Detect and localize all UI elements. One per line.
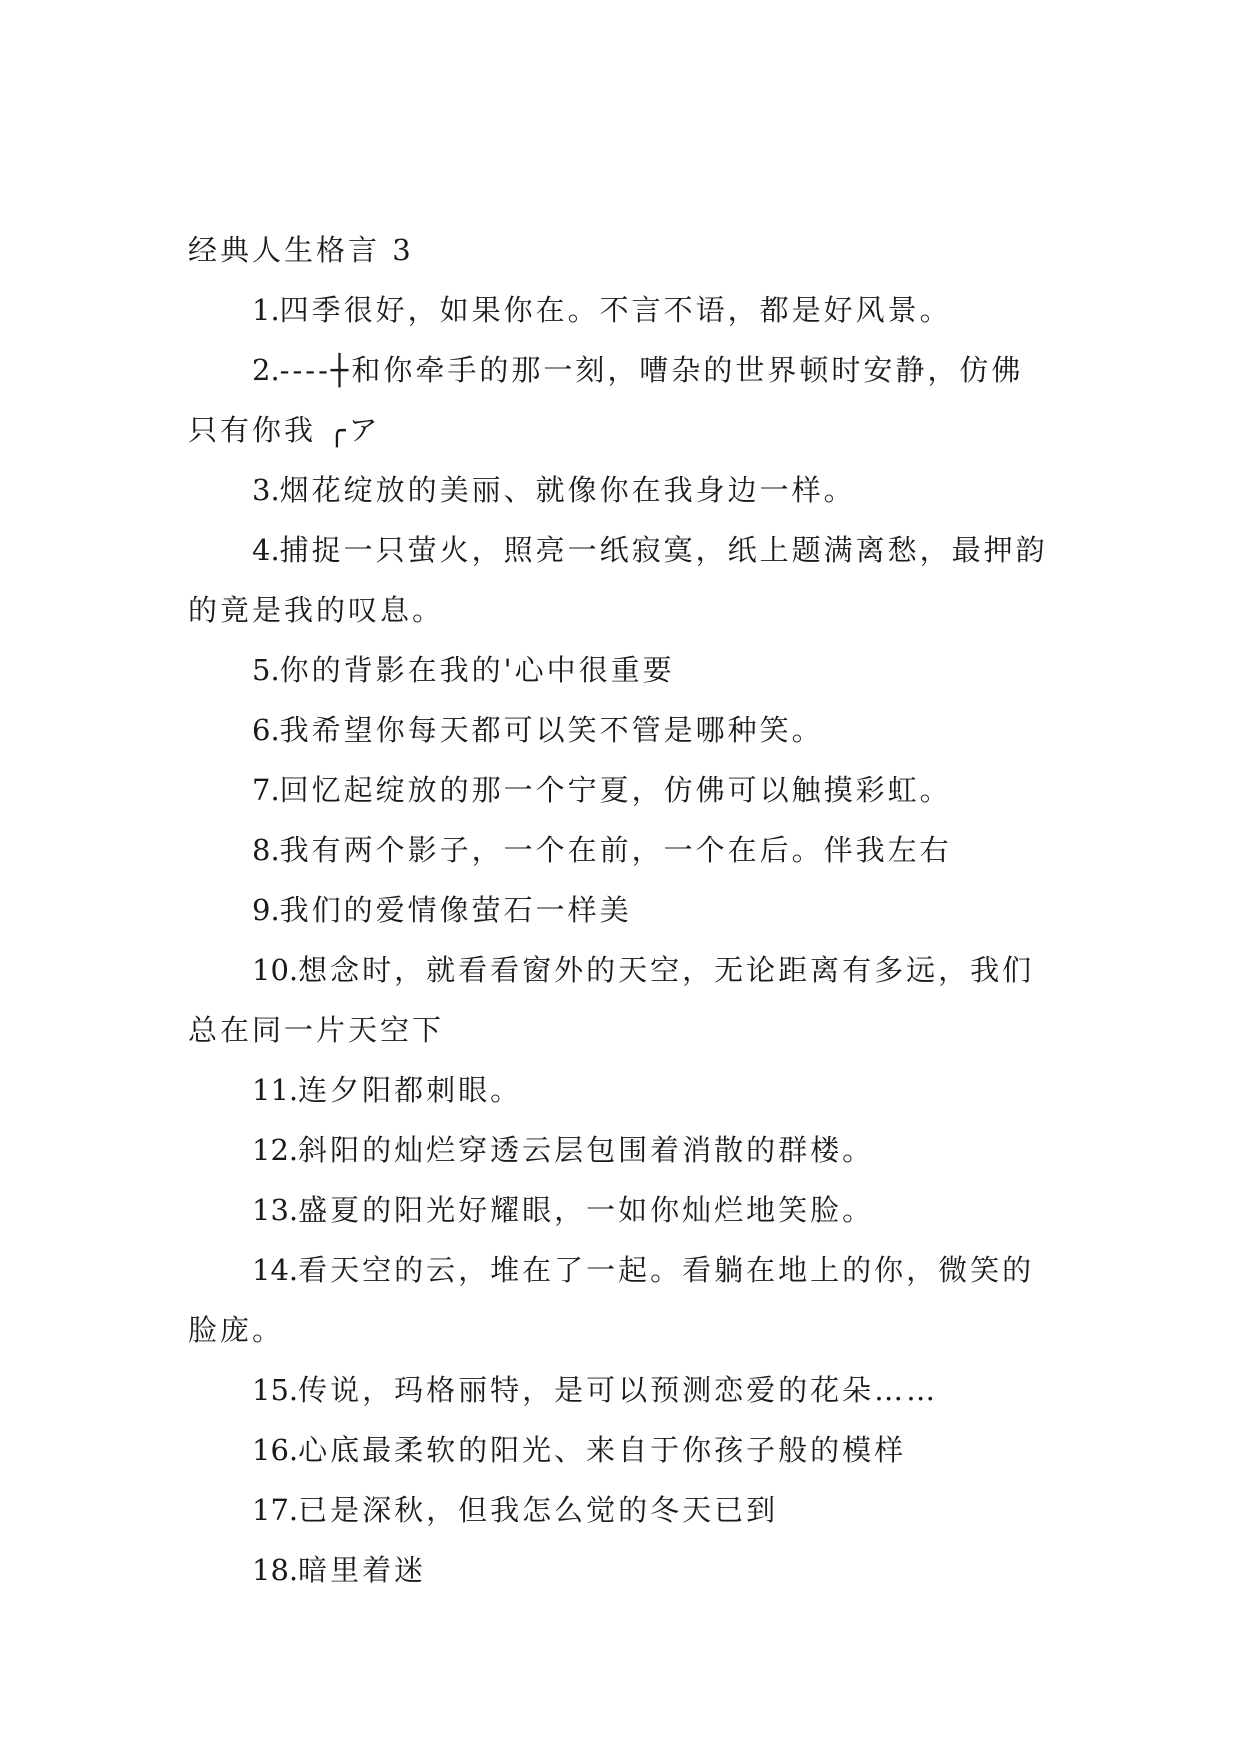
list-item: 2.----┼和你牵手的那一刻，嘈杂的世界顿时安静，仿佛只有你我 ╭ア bbox=[188, 353, 1024, 447]
list-item: 11.连夕阳都刺眼。 bbox=[252, 1073, 523, 1107]
page-title: 经典人生格言 3 bbox=[188, 233, 414, 267]
list-item: 17.已是深秋，但我怎么觉的冬天已到 bbox=[252, 1493, 779, 1527]
list-item: 14.看天空的云，堆在了一起。看躺在地上的你，微笑的脸庞。 bbox=[188, 1253, 1035, 1347]
document-body bbox=[188, 220, 1052, 1600]
list-item: 4.捕捉一只萤火，照亮一纸寂寞，纸上题满离愁，最押韵的竟是我的叹息。 bbox=[188, 533, 1048, 627]
list-item: 9.我们的爱情像萤石一样美 bbox=[252, 893, 632, 927]
list-item: 13.盛夏的阳光好耀眼，一如你灿烂地笑脸。 bbox=[252, 1193, 875, 1227]
list-item: 3.烟花绽放的美丽、就像你在我身边一样。 bbox=[252, 473, 856, 507]
list-item: 12.斜阳的灿烂穿透云层包围着消散的群楼。 bbox=[252, 1133, 875, 1167]
list-item: 7.回忆起绽放的那一个宁夏，仿佛可以触摸彩虹。 bbox=[252, 773, 952, 807]
list-item: 10.想念时，就看看窗外的天空，无论距离有多远，我们总在同一片天空下 bbox=[188, 953, 1035, 1047]
list-item: 5.你的背影在我的'心中很重要 bbox=[252, 653, 675, 687]
list-item: 18.暗里着迷 bbox=[252, 1553, 427, 1587]
list-item: 16.心底最柔软的阳光、来自于你孩子般的模样 bbox=[252, 1433, 907, 1467]
list-item: 6.我希望你每天都可以笑不管是哪种笑。 bbox=[252, 713, 824, 747]
quote-list bbox=[188, 280, 1052, 1600]
list-item: 15.传说，玛格丽特，是可以预测恋爱的花朵…… bbox=[252, 1373, 939, 1407]
list-item: 1.四季很好，如果你在。不言不语，都是好风景。 bbox=[252, 293, 952, 327]
list-item: 8.我有两个影子，一个在前，一个在后。伴我左右 bbox=[252, 833, 952, 867]
